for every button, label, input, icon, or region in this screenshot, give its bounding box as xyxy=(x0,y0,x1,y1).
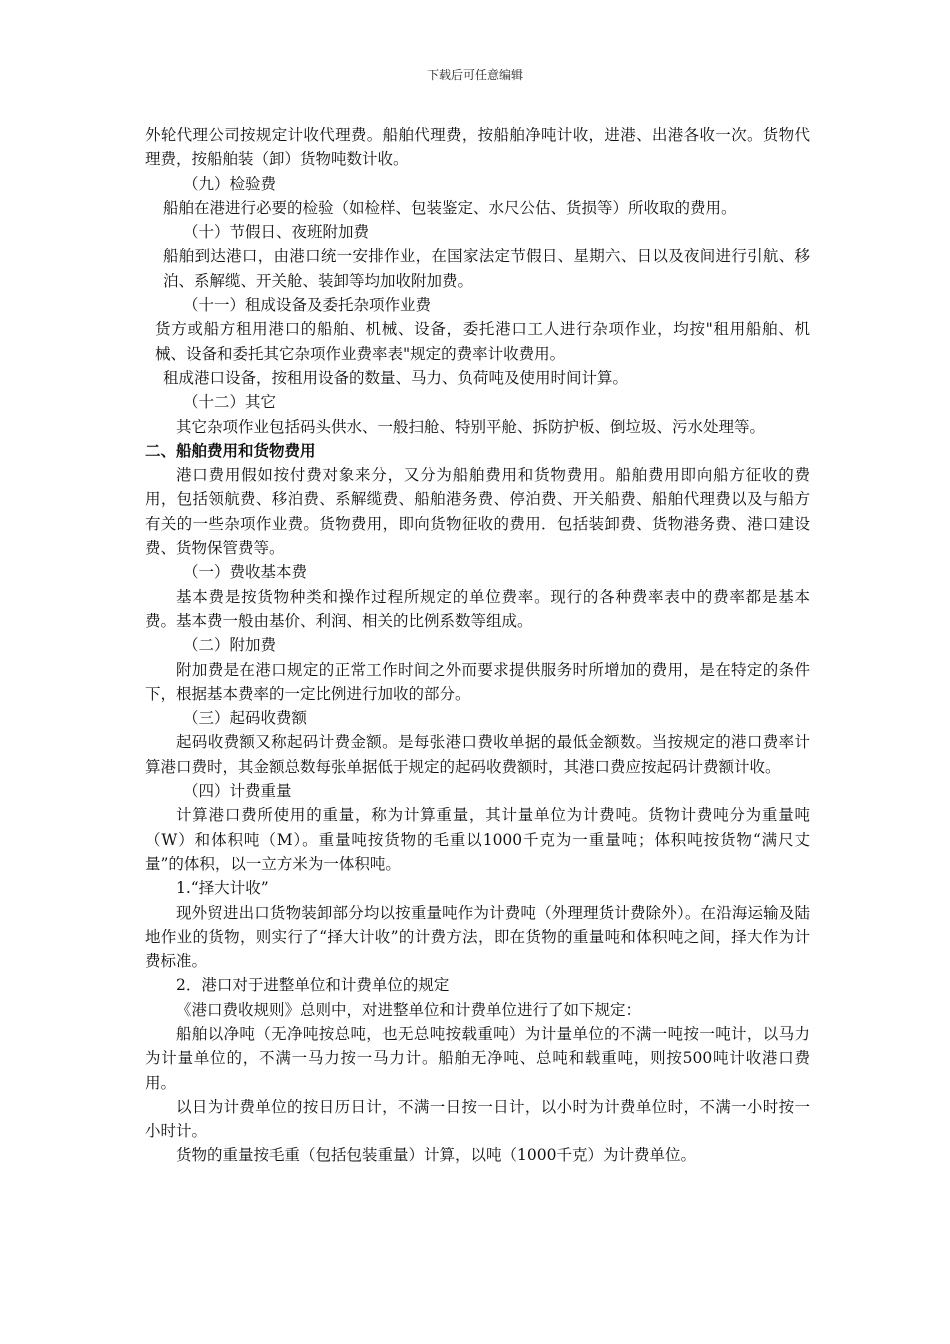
paragraph: 船舶以净吨（无净吨按总吨，也无总吨按载重吨）为计量单位的不满一吨按一吨计，以马力为计量单位的，不满一马力按一马力计。船舶无净吨、总吨和载重吨，则按500吨计收港口费用。 xyxy=(145,1024,810,1092)
chapter-heading: 二、船舶费用和货物费用 xyxy=(145,440,316,460)
paragraph: 基本费是按货物种类和操作过程所规定的单位费率。现行的各种费率表中的费率都是基本费。基本费一般由基价、利润、相关的比例系数等组成。 xyxy=(145,587,810,630)
paragraph: 货方或船方租用港口的船舶、机械、设备，委托港口工人进行杂项作业，均按"租用船舶、机械、设备和委托其它杂项作业费率表"规定的费率计收费用。 xyxy=(155,320,810,363)
subsection-heading: 2．港口对于进整单位和计费单位的规定 xyxy=(176,976,450,995)
paragraph: 起码收费额又称起码计费金额。是每张港口费收单据的最低金额数。当按规定的港口费率计算港口费时，其金额总数每张单据低于规定的起码收费额时，其港口费应按起码计费额计收。 xyxy=(145,733,810,776)
paragraph: 货物的重量按毛重（包括包装重量）计算，以吨（1000千克）为计费单位。 xyxy=(176,1146,696,1165)
section-heading: （九）检验费 xyxy=(183,174,277,193)
paragraph: 计算港口费所使用的重量，称为计算重量，其计量单位为计费吨。货物计费吨分为重量吨（W）和体积吨（M）。重量吨按货物的毛重以1000千克为一重量吨；体积吨按货物“满尺丈量”的体积，以一立方米为一体积吨。 xyxy=(145,806,810,873)
page-header: 下载后可任意编辑 xyxy=(426,68,523,82)
paragraph: 附加费是在港口规定的正常工作时间之外而要求提供服务时所增加的费用，是在特定的条件下，根据基本费率的一定比例进行加收的部分。 xyxy=(145,660,810,703)
paragraph: 其它杂项作业包括码头供水、一般扫舱、特别平舱、拆防护板、倒垃圾、污水处理等。 xyxy=(176,417,766,436)
section-heading: （一）费收基本费 xyxy=(183,563,308,582)
section-heading: （十）节假日、夜班附加费 xyxy=(183,223,370,242)
section-heading: （四）计费重量 xyxy=(183,782,292,801)
subsection-heading: 1.“择大计收” xyxy=(176,879,269,898)
paragraph: 港口费用假如按付费对象来分，又分为船舶费用和货物费用。船舶费用即向船方征收的费用，包括领航费、移泊费、系解缆费、船舶港务费、停泊费、开关船费、船舶代理费以及与船方有关的一些杂项作业费。货物费用，即向货物征收的费用．包括装卸费、货物港务费、港口建设费、货物保管费等。 xyxy=(145,466,810,558)
paragraph: 以日为计费单位的按日历日计，不满一日按一日计，以小时为计费单位时，不满一小时按一小时计。 xyxy=(145,1097,810,1141)
paragraph: 外轮代理公司按规定计收代理费。船舶代理费，按船舶净吨计收，进港、出港各收一次。货物代理费，按船舶装（卸）货物吨数计收。 xyxy=(145,126,810,169)
paragraph: 现外贸进出口货物装卸部分均以按重量吨作为计费吨（外理理货计费除外）。在沿海运输及陆地作业的货物，则实行了“择大计收”的计费方法，即在货物的重量吨和体积吨之间，择大作为计费标准。 xyxy=(145,903,810,971)
paragraph: 船舶到达港口，由港口统一安排作业，在国家法定节假日、星期六、日以及夜间进行引航、移泊、系解缆、开关舱、装卸等均加收附加费。 xyxy=(163,247,810,290)
section-heading: （十二）其它 xyxy=(183,393,277,412)
section-heading: （十一）租成设备及委托杂项作业费 xyxy=(183,296,432,315)
section-heading: （三）起码收费额 xyxy=(183,709,308,728)
paragraph: 《港口费收规则》总则中，对进整单位和计费单位进行了如下规定： xyxy=(176,1000,642,1019)
paragraph: 船舶在港进行必要的检验（如检样、包装鉴定、水尺公估、货损等）所收取的费用。 xyxy=(163,198,737,217)
paragraph: 租成港口设备，按租用设备的数量、马力、负荷吨及使用时间计算。 xyxy=(163,368,629,387)
section-heading: （二）附加费 xyxy=(183,636,277,655)
document-body xyxy=(145,123,810,1168)
